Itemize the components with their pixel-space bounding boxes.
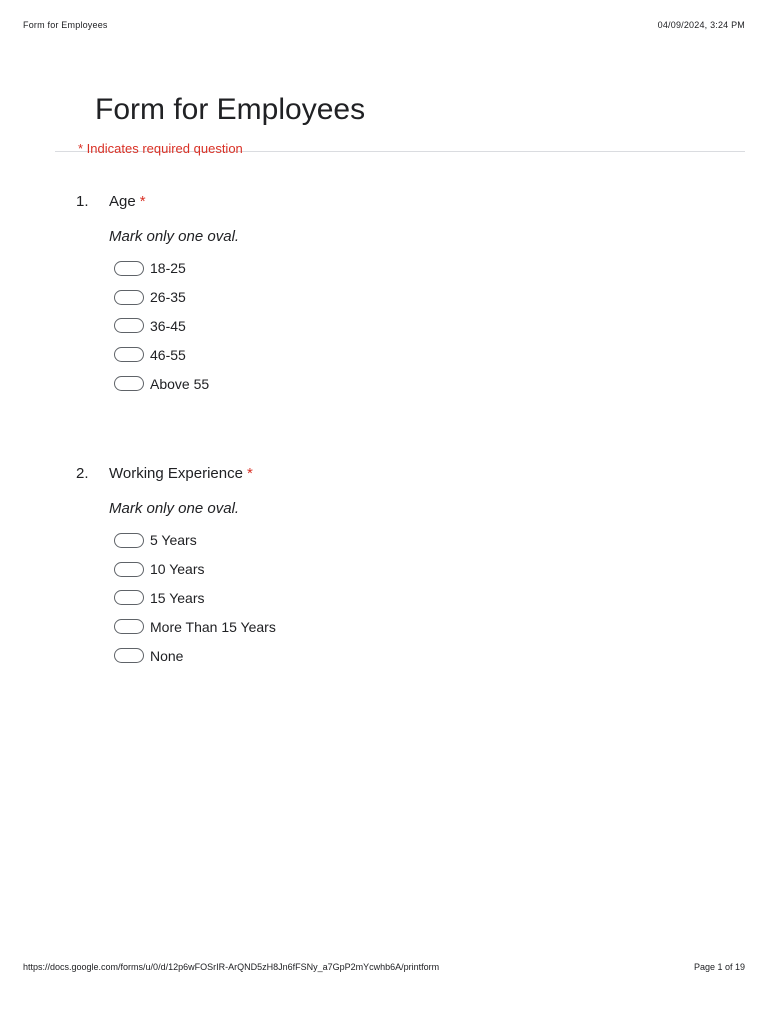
option-label: 15 Years (150, 589, 205, 606)
oval-radio-icon[interactable] (114, 347, 144, 362)
option-label: Above 55 (150, 375, 210, 392)
options-list (114, 254, 209, 398)
radio-option[interactable] (114, 612, 276, 641)
option-label: 18-25 (150, 260, 186, 277)
required-note: * Indicates required question (78, 141, 243, 156)
question-title-text: Age (109, 193, 136, 210)
radio-option[interactable] (114, 584, 276, 613)
question-hint: Mark only one oval. (109, 228, 240, 245)
option-label: 10 Years (150, 561, 205, 578)
oval-radio-icon[interactable] (114, 562, 144, 577)
options-list (114, 526, 276, 670)
oval-radio-icon[interactable] (114, 318, 144, 333)
radio-option[interactable] (114, 254, 209, 283)
radio-option[interactable] (114, 369, 209, 398)
oval-radio-icon[interactable] (114, 261, 144, 276)
question-title (109, 464, 253, 484)
question-number: 2. (76, 465, 89, 482)
print-header-datetime: 04/09/2024, 3:24 PM (657, 20, 745, 30)
oval-radio-icon[interactable] (114, 648, 144, 663)
required-asterisk: * (246, 465, 253, 482)
print-header-title: Form for Employees (23, 20, 108, 30)
option-label: 46-55 (150, 346, 186, 363)
required-asterisk: * (139, 193, 146, 210)
radio-option[interactable] (114, 283, 209, 312)
radio-option[interactable] (114, 526, 276, 555)
form-title: Form for Employees (95, 93, 366, 126)
radio-option[interactable] (114, 312, 209, 341)
option-label: 36-45 (150, 317, 186, 334)
option-label: 5 Years (150, 532, 197, 549)
radio-option[interactable] (114, 555, 276, 584)
radio-option[interactable] (114, 641, 276, 670)
radio-option[interactable] (114, 340, 209, 369)
print-footer-page-number: Page 1 of 19 (693, 962, 745, 972)
option-label: None (150, 647, 184, 664)
oval-radio-icon[interactable] (114, 590, 144, 605)
question-number: 1. (76, 193, 89, 210)
option-label: 26-35 (150, 289, 186, 306)
question-hint: Mark only one oval. (109, 500, 240, 517)
oval-radio-icon[interactable] (114, 376, 144, 391)
oval-radio-icon[interactable] (114, 533, 144, 548)
question-title (109, 192, 146, 212)
print-footer-url: https://docs.google.com/forms/u/0/d/12p6wFOSrIR-ArQND5zH8Jn6fFSNy_a7GpP2mYcwhb6A/printform (23, 962, 440, 972)
oval-radio-icon[interactable] (114, 290, 144, 305)
oval-radio-icon[interactable] (114, 619, 144, 634)
question-title-text: Working Experience (109, 465, 243, 482)
option-label: More Than 15 Years (150, 618, 276, 635)
